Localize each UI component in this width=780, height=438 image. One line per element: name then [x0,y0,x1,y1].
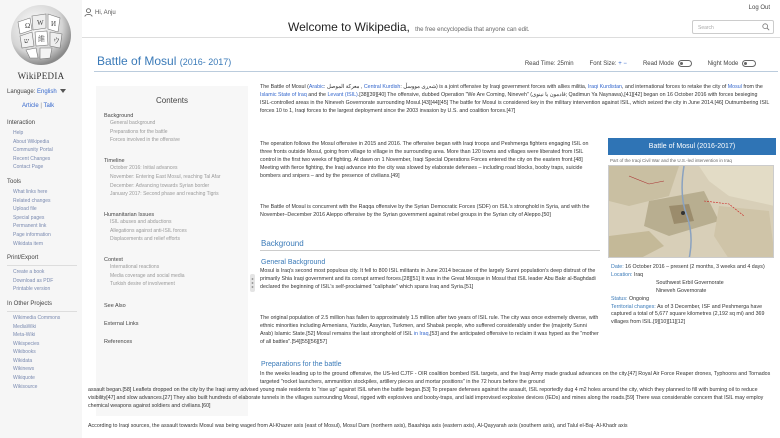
page-title-text: Battle of Mosul [97,54,177,68]
article-paragraph: In the weeks leading up to the ground offensive, the US-led CJTF - OIR coalition bombed ISIL targets, and the Iraqi Army made gradual advances on the city.[47] Royal Air Force Reaper drones, Typhoons and Tornados targeted "rocket launchers, ammunition stockpiles, artillery pieces and mortar positions" in the 72 hours before the ground [260,371,771,385]
toc-item[interactable]: December: Advancing towards Syrian border [110,182,210,189]
nav-mediawiki[interactable]: MediaWiki [13,323,37,330]
infobox-territorial-label: Territorial changes: [611,303,656,310]
title-divider [94,71,778,72]
article-paragraph: assault began.[58] Leaflets dropped on the city by the Iraqi army advised young male residents to "rise up" against ISIL when the battle began.[53] To prepare defenses against the assault, ISIL reportedly dug 4 m2 holes around the city, which they planned to fill with burning oil to reduce visibility[47] and slow advances.[27] They also built hundreds of elaborate tunnels in the villages surrounding Mosul, rigged with explosives and booby-traps, and laid improvised explosive devices (IEDs) and mines along the roads.[59] There was considerable concern that ISIL may employ chemical weapons against soldiers and civilians.[60] [88,387,764,409]
toc-item[interactable]: Turkish desire of involvement [110,281,175,288]
section-divider [260,250,600,251]
language-selector[interactable] [7,89,66,95]
infobox-date-label: Date: [611,264,624,270]
svg-text:Ω: Ω [25,22,31,30]
toc-group-context[interactable]: Context [104,257,123,264]
table-of-contents [96,86,248,416]
link-levant[interactable]: Levant (ISIL) [327,91,358,98]
section-heading-background: Background [261,239,304,248]
text-run: The original population of 2.5 million has fallen to approximately 1.5 million after two years of ISIL rule. The city was once extremely diverse, with ethnic minorities including Armenians, Yazidis, Assyrian, Turkmen, and Shabak people, who suffered considerably under the (majority Sunni Arab) Islamic State.[52] Mosul remains the last stronghold of ISIL [260,315,599,337]
read-mode-toggle[interactable] [678,60,692,67]
read-mode-control [643,60,692,67]
nav-wikiquote[interactable]: Wikiquote [13,375,35,382]
top-bar [82,0,780,38]
search-icon[interactable] [762,23,770,31]
language-value[interactable]: English [37,89,57,95]
nav-wikibooks[interactable]: Wikibooks [13,349,36,356]
nav-upload-file[interactable]: Upload file [13,206,37,213]
toc-item[interactable]: October 2016: Initial advances [110,165,178,172]
map-image [609,166,774,258]
infobox-caption: Part of the Iraqi Civil War and the U.S.-led intervention in Iraq [610,158,732,163]
nav-permanent-link[interactable]: Permanent link [13,223,47,230]
nav-what-links-here[interactable]: What links here [13,188,48,195]
user-icon [84,8,93,17]
font-size-label: Font Size: [589,60,617,67]
nav-related-changes[interactable]: Related changes [13,197,51,204]
nav-page-information[interactable]: Page information [13,231,51,238]
article-talk-tabs: Article | Talk [22,103,55,109]
infobox-location-line: Southwest Erbil Governorate [656,279,724,286]
toc-group-humanitarian[interactable]: Humanitarian Issues [104,211,155,218]
nav-section-tools: Tools [7,178,22,185]
night-mode-control [708,60,756,67]
reading-controls [525,60,756,67]
text-run: The Battle of Mosul ( [260,84,309,90]
article-paragraph [260,84,770,116]
wikipedia-globe-logo[interactable] [8,2,74,68]
read-mode-label: Read Mode [642,61,674,68]
toc-item[interactable]: ISIL abuses and abductions [110,218,172,225]
link-iraqi-kurdistan[interactable]: Iraqi Kurdistan [587,84,622,90]
welcome-banner [288,20,530,34]
subsection-heading-general: General Background [261,259,326,266]
svg-text:W: W [37,19,44,27]
link-islamic-state[interactable]: Islamic State of Iraq [260,91,307,98]
infobox-date-value: 16 October 2016 – present (2 months, 3 weeks and 4 days) [625,264,765,270]
nav-wikispecies[interactable]: Wikispecies [13,340,40,347]
text-run: from the [743,84,763,90]
article-paragraph: Mosul is Iraq's second most populous city. It fell to 800 ISIL militants in June 2014 because of the largely Sunni population's deep distrust of the primarily Shia Iraqi government and its corrupt armed forces.[28][51] It was in the Great Mosque in Mosul that ISIL leader Abu Bakr al-Baghdadi declared the beginning of ISIL's self-proclaimed "caliphate" which spans Iraq and Syria.[51] [260,268,596,290]
link-central-kurdish[interactable]: Central Kurdish [363,84,401,90]
text-run: ,[53] and the anticipated offensive to reclaim it was hyped as the "mother of all battles".[54][55][56][57] [260,330,599,345]
nav-download-pdf[interactable]: Download as PDF [13,277,54,284]
font-decrease-button[interactable]: − [623,60,627,67]
toc-group-timeline[interactable]: Timeline [104,158,125,165]
page-title-years: (2016- 2017) [179,57,232,67]
subsection-heading-preparations: Preparations for the battle [261,361,342,368]
text-run: and the [308,91,326,98]
nav-commons[interactable]: Wikimedia Commons [13,314,61,321]
toc-item[interactable]: General background [110,120,156,126]
site-name: WikiPEDIA [17,71,65,81]
svg-text:ウ: ウ [53,37,60,45]
page-title [97,54,231,68]
text-run: .[38][39][40] The offensive, dubbed Operation "We Are Coming, Nineveh" (قادمون يا نينوى; Qadimun Ya Naynawa),[41][42] began on 16 October 2016 with forces besieging ISIL-controlled areas in the Nineveh Governorate surrounding Mosul.[43][44][45] The battle for Mosul is considered key in the military intervention against ISIL, which seized the city in June 2014.[46] Outnumbering ISIL forces 10 to 1, Iraqi forces to the largest deployment since the 2003 invasion by U.S. and coalition forces.[47] [260,91,770,114]
text-run: : شەڕی مووسڵ) is a joint offensive by Iraqi government forces with allies militia, [400,84,587,90]
main-content [88,38,780,438]
search-input[interactable] [692,20,774,34]
infobox-data [611,264,776,327]
toc-group-background[interactable]: Background [104,113,134,119]
toc-item[interactable]: Allegations against anti-ISIL forces [110,227,187,234]
toc-item[interactable]: Displacements and relief efforts [110,236,180,243]
night-mode-label: Night Mode [707,61,739,68]
user-name: Hi, Anju [95,9,116,16]
article-paragraph: According to Iraqi sources, the assault towards Mosul was being waged from Al-Khazer axis (east of Mosul), Mosul Dam (northern axis), Baashiqa axis (eastern axis), Al-Qayyarah axis (southern axis), and Talul el-Baj- Al-Khadr axis [88,423,628,429]
text-run: : معركة الموصل , [323,84,363,90]
infobox [608,138,776,327]
nav-about[interactable]: About Wikipedia [13,138,50,145]
article-paragraph: The Battle of Mosul is concurrent with the Raqqa offensive by the Syrian Democratic Forces (SDF) on ISIL's stronghold in Syria, and with the November–December 2016 Aleppo offensive by the Syrian government against rebel groups in the Syrian city of Aleppo.[50] [260,204,590,218]
infobox-map[interactable] [608,165,774,258]
toc-external-links[interactable]: External Links [104,321,139,328]
nav-section-interaction: Interaction [7,120,36,126]
nav-divider [7,311,77,312]
text-run: , and international forces to retake the city of [622,84,727,90]
nav-section-other-projects: In Other Projects [7,300,53,307]
article-paragraph: The operation follows the Mosul offensive in 2015 and 2016. The offensive began with Iraqi troops and Peshmerga fighters engaging ISIL on three fronts outside Mosul, going from village to village in the surrounding area. More than 120 towns and villages were liberated from ISIL control in the first two weeks of fighting. At dawn on 1 November, Iraqi Special Operations Forces entered the city on the eastern front.[48] Meeting with fierce fighting, the Iraqi advance into the city was slowed by elaborate defenses – including road blocks, booby traps, suicide bombers and snipers – and by the presence of civilians.[49] [260,141,589,179]
toc-references[interactable]: References [104,339,133,346]
sidebar [0,0,82,438]
tab-article[interactable]: Article [22,103,39,109]
svg-text:И: И [51,20,57,28]
toc-item[interactable]: January 2017: Second phase and reaching Tigris [110,191,219,198]
infobox-location-line: Nineveh Governorate [656,287,707,294]
nav-wikinews[interactable]: Wikinews [13,366,35,373]
font-increase-button[interactable]: + [618,60,622,67]
night-mode-toggle[interactable] [742,60,756,67]
language-label: Language: [7,89,36,95]
nav-create-book[interactable]: Create a book [13,269,45,276]
toc-item[interactable]: International reactions [110,264,160,271]
toc-item[interactable]: November: Entering East Mosul, reaching Tal Afar [110,173,221,180]
nav-wikisource[interactable]: Wikisource [13,383,38,390]
infobox-status-label: Status: [611,295,628,302]
infobox-title: Battle of Mosul (2016-2017) [608,138,776,155]
nav-help[interactable]: Help [13,130,24,136]
nav-contact[interactable]: Contact Page [13,164,44,171]
nav-section-print: Print/Export [7,255,39,262]
nav-community[interactable]: Community Portal [13,147,53,154]
welcome-tagline: the free encyclopedia that anyone can edit. [415,27,530,33]
font-size-control [590,61,627,67]
infobox-status-value: Ongoing [628,295,650,302]
nav-printable-version[interactable]: Printable version [13,286,51,293]
link-in-iraq[interactable]: in Iraq [413,330,429,337]
nav-divider [7,265,77,266]
read-time: Read Time: 25min [524,60,574,67]
logout-link[interactable]: Log Out [748,5,770,11]
toc-item[interactable]: Preparations for the battle [110,128,168,135]
infobox-location-label: Location: [611,271,633,278]
infobox-location-value: Iraq [633,271,644,278]
toc-heading: Contents [155,96,189,105]
link-arabic[interactable]: Arabic [308,84,324,90]
tab-talk[interactable]: Talk [43,103,55,109]
nav-recent-changes[interactable]: Recent Changes [13,155,51,162]
toc-item[interactable]: Forces involved in the offensive [110,137,180,144]
nav-special-pages[interactable]: Special pages [13,214,45,221]
toc-see-also[interactable]: See Also [104,303,126,310]
sidebar-nav [7,120,81,391]
collapse-handle-icon[interactable] [250,274,255,292]
svg-text:維: 維 [38,35,45,43]
article-paragraph [260,315,600,347]
nav-meta-wiki[interactable]: Meta-Wiki [13,332,36,339]
welcome-title: Welcome to Wikipedia, [288,20,410,34]
link-mosul[interactable]: Mosul [727,84,742,90]
search-placeholder: Search [698,25,714,31]
svg-text:ש: ש [24,37,29,45]
nav-wikidata-item[interactable]: Wikidata item [13,240,44,247]
toc-item[interactable]: Media coverage and social media [110,272,185,279]
infobox-territorial-value: As of 3 December, ISF and Peshmerga have captured a total of 5,677 square kilometres (2,192 sq mi) and 369 villages from ISIL.[9][10][11][12] [611,303,765,326]
nav-wikidata[interactable]: Wikidata [13,357,33,364]
user-greeting[interactable] [84,8,116,17]
chevron-down-icon[interactable] [60,89,66,93]
